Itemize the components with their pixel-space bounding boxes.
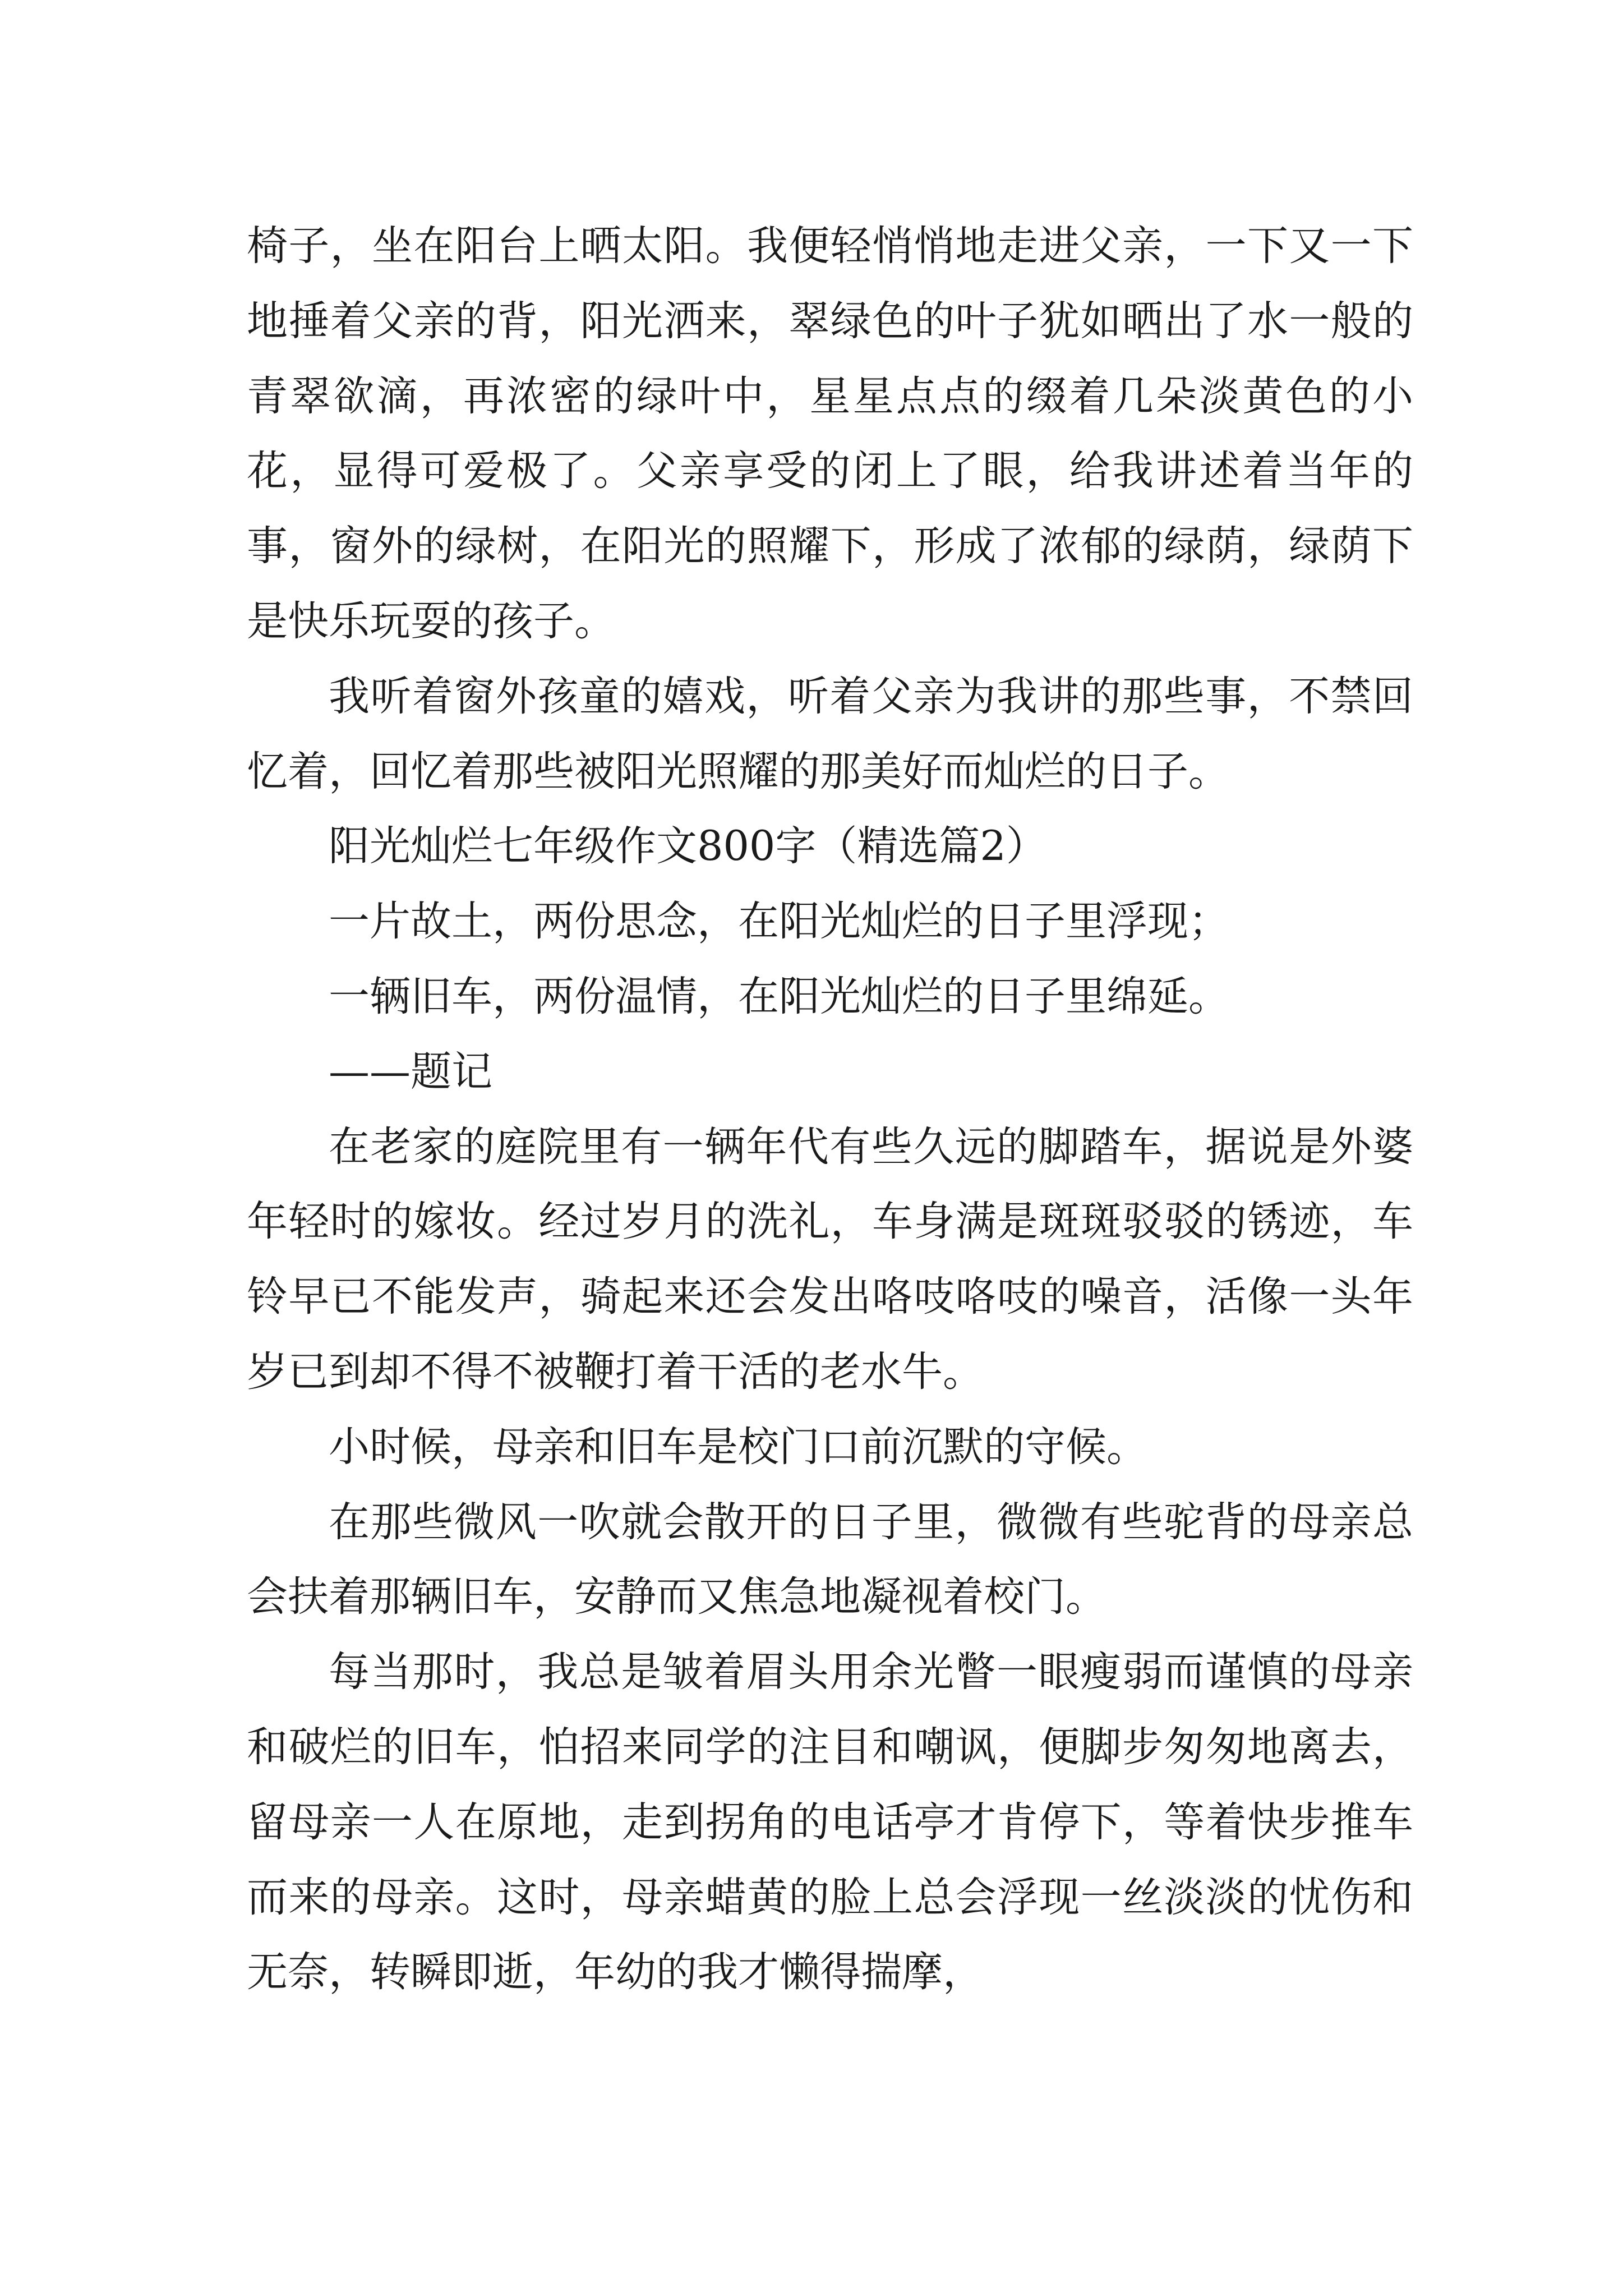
epigraph-attribution: ——题记 xyxy=(329,1047,492,1096)
paragraph-2: 我听着窗外孩童的嬉戏，听着父亲为我讲的那些事，不禁回忆着，回忆着那些被阳光照耀的那美好而灿烂的日子。 xyxy=(247,672,1413,795)
paragraph-3: 在老家的庭院里有一辆年代有些久远的脚踏车，据说是外婆年轻时的嫁妆。经过岁月的洗礼，车身满是斑斑驳驳的锈迹，车铃早已不能发声，骑起来还会发出咯吱咯吱的噪音，活像一头年岁已到却不得不被鞭打着干活的老水牛。 xyxy=(247,1122,1413,1396)
epigraph-line-2: 一辆旧车，两份温情，在阳光灿烂的日子里绵延。 xyxy=(329,972,1229,1020)
epigraph-line-1: 一片故土，两份思念，在阳光灿烂的日子里浮现； xyxy=(329,898,1229,946)
document-body xyxy=(247,209,1413,2010)
section-heading: 阳光灿烂七年级作文800字（精选篇2） xyxy=(329,822,1047,871)
paragraph-5: 在那些微风一吹就会散开的日子里，微微有些驼背的母亲总会扶着那辆旧车，安静而又焦急地凝视着校门。 xyxy=(247,1498,1413,1621)
paragraph-6: 每当那时，我总是皱着眉头用余光瞥一眼瘦弱而谨慎的母亲和破烂的旧车，怕招来同学的注目和嘲讽，便脚步匆匆地离去，留母亲一人在原地，走到拐角的电话亭才肯停下，等着快步推车而来的母亲。这时，母亲蜡黄的脸上总会浮现一丝淡淡的忧伤和无奈，转瞬即逝，年幼的我才懒得揣摩， xyxy=(247,1648,1413,1996)
paragraph-4: 小时候，母亲和旧车是校门口前沉默的守候。 xyxy=(329,1423,1147,1471)
paragraph-1: 椅子，坐在阳台上晒太阳。我便轻悄悄地走进父亲，一下又一下地捶着父亲的背，阳光洒来，翠绿色的叶子犹如晒出了水一般的青翠欲滴，再浓密的绿叶中，星星点点的缀着几朵淡黄色的小花，显得可爱极了。父亲享受的闭上了眼，给我讲述着当年的事，窗外的绿树，在阳光的照耀下，形成了浓郁的绿荫，绿荫下是快乐玩耍的孩子。 xyxy=(247,222,1413,645)
